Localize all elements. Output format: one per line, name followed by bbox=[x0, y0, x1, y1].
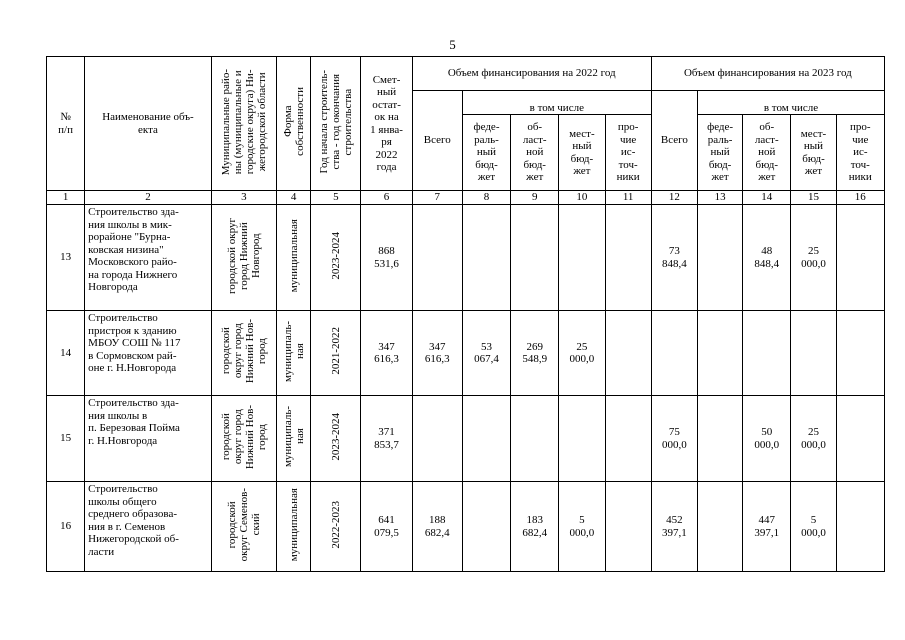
regional-2022-cell bbox=[511, 205, 559, 311]
years-cell bbox=[311, 396, 361, 482]
total-2022-cell: 188 682,4 bbox=[412, 482, 462, 572]
column-number: 10 bbox=[559, 191, 605, 205]
table-row bbox=[47, 311, 885, 396]
federal-2023-cell bbox=[697, 311, 742, 396]
header-regional-2023-text: об- ласт- ной бюд- жет bbox=[754, 121, 779, 184]
estimate-cell: 868 531,6 bbox=[361, 205, 412, 311]
total-2023-cell: 75 000,0 bbox=[651, 396, 697, 482]
column-number: 4 bbox=[277, 191, 311, 205]
column-number: 2 bbox=[85, 191, 212, 205]
header-other-2022-text: про- чие ис- точ- ники bbox=[616, 121, 640, 184]
header-other-2023-text: про- чие ис- точ- ники bbox=[848, 121, 872, 184]
total-2022-cell bbox=[412, 396, 462, 482]
local-2022-cell bbox=[559, 205, 605, 311]
years-text: 2023-2024 bbox=[329, 412, 342, 461]
regional-2022-cell: 183 682,4 bbox=[511, 482, 559, 572]
header-federal-2023 bbox=[697, 115, 742, 191]
header-no bbox=[47, 57, 85, 191]
federal-2022-cell bbox=[462, 482, 510, 572]
column-numbers-row bbox=[47, 191, 885, 205]
total-2023-cell bbox=[651, 311, 697, 396]
header-funding-2022: Объем финансирования на 2022 год bbox=[412, 57, 651, 91]
row-number: 15 bbox=[47, 396, 85, 482]
regional-2022-cell bbox=[511, 396, 559, 482]
estimate-cell: 641 079,5 bbox=[361, 482, 412, 572]
funding-table bbox=[46, 56, 885, 572]
total-2022-cell bbox=[412, 205, 462, 311]
column-number: 15 bbox=[791, 191, 836, 205]
other-2022-cell bbox=[605, 482, 651, 572]
federal-2022-cell bbox=[462, 205, 510, 311]
column-number: 11 bbox=[605, 191, 651, 205]
column-number: 8 bbox=[462, 191, 510, 205]
municipality-cell bbox=[211, 396, 276, 482]
column-number: 14 bbox=[743, 191, 791, 205]
header-years-text: Год начала строитель- ства - год окончания строительства bbox=[317, 70, 354, 174]
years-text: 2023-2024 bbox=[329, 231, 342, 280]
years-cell bbox=[311, 482, 361, 572]
federal-2022-cell bbox=[462, 396, 510, 482]
other-2023-cell bbox=[836, 311, 884, 396]
row-number: 14 bbox=[47, 311, 85, 396]
local-2022-cell bbox=[559, 396, 605, 482]
other-2022-cell bbox=[605, 311, 651, 396]
local-2022-cell: 25 000,0 bbox=[559, 311, 605, 396]
federal-2022-cell: 53 067,4 bbox=[462, 311, 510, 396]
total-2023-cell: 73 848,4 bbox=[651, 205, 697, 311]
column-number: 12 bbox=[651, 191, 697, 205]
regional-2023-cell: 48 848,4 bbox=[743, 205, 791, 311]
header-ownership-text: Форма собственности bbox=[281, 87, 306, 157]
federal-2023-cell bbox=[697, 396, 742, 482]
years-text: 2021-2022 bbox=[329, 327, 342, 376]
municipality-text: городской округ город Нижний Нов- город bbox=[219, 404, 268, 469]
header-federal-2022 bbox=[462, 115, 510, 191]
other-2023-cell bbox=[836, 396, 884, 482]
column-number: 16 bbox=[836, 191, 884, 205]
header-other-2023 bbox=[836, 115, 884, 191]
column-number: 7 bbox=[412, 191, 462, 205]
local-2023-cell: 25 000,0 bbox=[791, 205, 836, 311]
ownership-cell bbox=[277, 205, 311, 311]
header-municipality-text: Муниципальные райо- ны (муниципальные и городские округа) Ни- жегородской области bbox=[219, 68, 268, 175]
column-number: 6 bbox=[361, 191, 412, 205]
header-ownership bbox=[277, 57, 311, 191]
header-regional-2022 bbox=[511, 115, 559, 191]
estimate-cell: 371 853,7 bbox=[361, 396, 412, 482]
header-total-2023: Всего bbox=[651, 91, 697, 191]
header-estimate-text: Смет- ный остат- ок на 1 янва- ря 2022 года bbox=[370, 73, 403, 173]
regional-2022-cell: 269 548,9 bbox=[511, 311, 559, 396]
other-2022-cell bbox=[605, 396, 651, 482]
federal-2023-cell bbox=[697, 205, 742, 311]
ownership-cell bbox=[277, 396, 311, 482]
page-number: 5 bbox=[449, 37, 456, 52]
header-name bbox=[85, 57, 212, 191]
years-cell bbox=[311, 205, 361, 311]
table-row bbox=[47, 205, 885, 311]
other-2022-cell bbox=[605, 205, 651, 311]
header-regional-2022-text: об- ласт- ной бюд- жет bbox=[522, 121, 547, 184]
regional-2023-cell: 50 000,0 bbox=[743, 396, 791, 482]
header-federal-2023-text: феде- раль- ный бюд- жет bbox=[707, 121, 734, 184]
header-municipality bbox=[211, 57, 276, 191]
header-local-2022 bbox=[559, 115, 605, 191]
municipality-text: городской округ город Нижний Новгород bbox=[225, 217, 262, 294]
header-including-2023: в том числе bbox=[697, 91, 884, 115]
local-2023-cell: 25 000,0 bbox=[791, 396, 836, 482]
object-name: Строительство зда- ния школы в мик- рорайоне "Бурна- ковская низина" Московского райо- на города Нижнего Новгорода bbox=[85, 205, 212, 311]
municipality-cell bbox=[211, 482, 276, 572]
header-row-1 bbox=[47, 57, 885, 91]
municipality-text: городской округ город Нижний Нов- город bbox=[219, 319, 268, 384]
estimate-cell: 347 616,3 bbox=[361, 311, 412, 396]
total-2022-cell: 347 616,3 bbox=[412, 311, 462, 396]
header-estimate bbox=[361, 57, 412, 191]
federal-2023-cell bbox=[697, 482, 742, 572]
object-name: Строительство пристроя к зданию МБОУ СОШ № 117 в Сормовском рай- оне г. Н.Новгорода bbox=[85, 311, 212, 396]
years-text: 2022-2023 bbox=[329, 500, 342, 549]
header-no-text: № п/п bbox=[58, 111, 73, 136]
ownership-text: муниципальная bbox=[287, 488, 300, 562]
column-number: 9 bbox=[511, 191, 559, 205]
ownership-text: муниципаль- ная bbox=[281, 320, 306, 382]
column-number: 5 bbox=[311, 191, 361, 205]
header-regional-2023 bbox=[743, 115, 791, 191]
municipality-cell bbox=[211, 205, 276, 311]
total-2023-cell: 452 397,1 bbox=[651, 482, 697, 572]
header-local-2022-text: мест- ный бюд- жет bbox=[569, 127, 595, 177]
row-number: 13 bbox=[47, 205, 85, 311]
ownership-text: муниципальная bbox=[287, 219, 300, 293]
regional-2023-cell: 447 397,1 bbox=[743, 482, 791, 572]
ownership-text: муниципаль- ная bbox=[281, 406, 306, 468]
header-total-2022: Всего bbox=[412, 91, 462, 191]
municipality-cell bbox=[211, 311, 276, 396]
header-name-text: Наименование объ- екта bbox=[102, 111, 194, 136]
local-2022-cell: 5 000,0 bbox=[559, 482, 605, 572]
column-number: 1 bbox=[47, 191, 85, 205]
other-2023-cell bbox=[836, 482, 884, 572]
local-2023-cell bbox=[791, 311, 836, 396]
local-2023-cell: 5 000,0 bbox=[791, 482, 836, 572]
table-row bbox=[47, 482, 885, 572]
municipality-text: городской округ Семенов- ский bbox=[225, 488, 262, 562]
row-number: 16 bbox=[47, 482, 85, 572]
header-federal-2022-text: феде- раль- ный бюд- жет bbox=[473, 121, 500, 184]
header-local-2023 bbox=[791, 115, 836, 191]
header-years bbox=[311, 57, 361, 191]
years-cell bbox=[311, 311, 361, 396]
header-including-2022: в том числе bbox=[462, 91, 651, 115]
object-name: Строительство школы общего среднего образова- ния в г. Семенов Нижегородской об- ласти bbox=[85, 482, 212, 572]
other-2023-cell bbox=[836, 205, 884, 311]
ownership-cell bbox=[277, 482, 311, 572]
ownership-cell bbox=[277, 311, 311, 396]
table-row bbox=[47, 396, 885, 482]
object-name: Строительство зда- ния школы в п. Березовая Пойма г. Н.Новгорода bbox=[85, 396, 212, 482]
column-number: 13 bbox=[697, 191, 742, 205]
header-other-2022 bbox=[605, 115, 651, 191]
regional-2023-cell bbox=[743, 311, 791, 396]
header-funding-2023: Объем финансирования на 2023 год bbox=[651, 57, 884, 91]
column-number: 3 bbox=[211, 191, 276, 205]
header-local-2023-text: мест- ный бюд- жет bbox=[800, 127, 827, 177]
